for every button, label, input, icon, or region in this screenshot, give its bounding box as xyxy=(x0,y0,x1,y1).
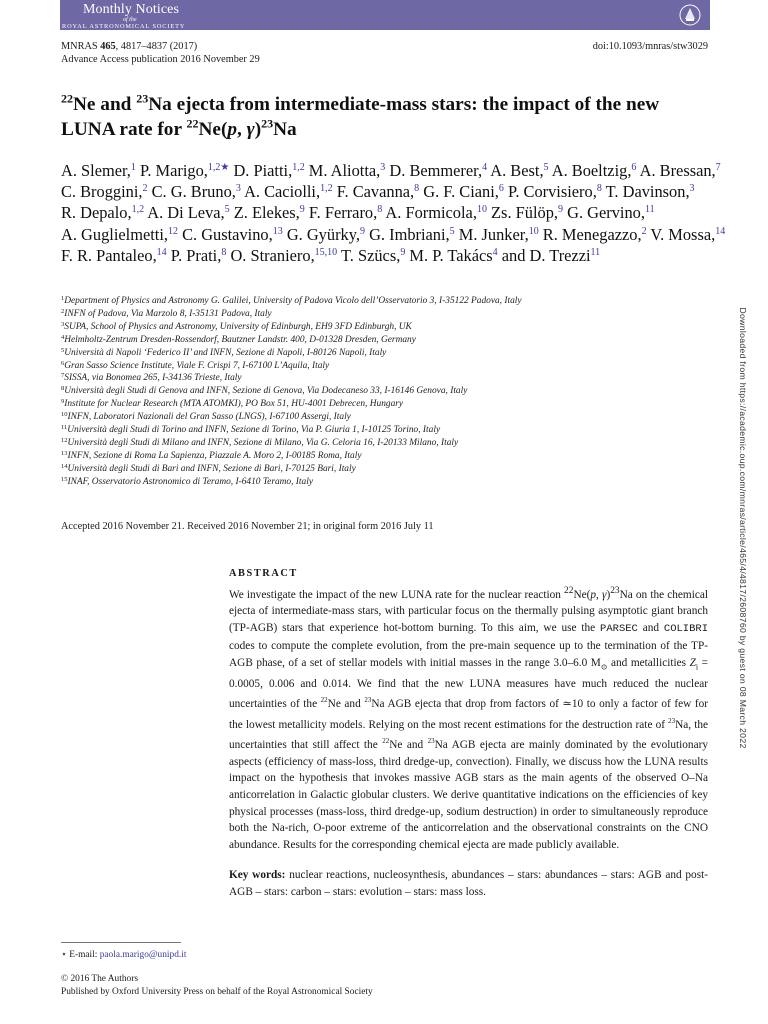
title-italic: γ xyxy=(246,119,255,140)
author-affiliation-link[interactable]: 6 xyxy=(498,183,504,195)
affiliation-text: Università di Napoli ‘Federico II’ and INFN, Sezione di Napoli, I-80126 Napoli, Italy xyxy=(64,347,387,358)
author-text: G. Imbriani, xyxy=(369,224,450,244)
author-affiliation-link[interactable]: 1,2 xyxy=(292,162,305,173)
author-text: C. G. Bruno, xyxy=(151,182,236,202)
title-text: , xyxy=(237,119,247,140)
author-affiliation-link[interactable]: 12 xyxy=(167,225,178,237)
doi-link[interactable]: doi:10.1093/mnras/stw3029 xyxy=(592,41,708,52)
affiliation-item xyxy=(61,476,721,489)
keywords-label: Key words: xyxy=(229,869,286,881)
title-text: ) xyxy=(254,119,262,140)
journal-abbrev: MNRAS xyxy=(61,41,101,52)
affiliation-number: 15 xyxy=(61,475,68,483)
author-affiliation-link[interactable]: 2 xyxy=(641,225,647,237)
journal-masthead xyxy=(60,0,710,30)
author-name xyxy=(508,182,602,201)
publisher-line: Published by Oxford University Press on behalf of the Royal Astronomical Society xyxy=(61,987,373,997)
author-affiliation-link[interactable]: 3 xyxy=(235,183,241,195)
author-name xyxy=(61,225,178,244)
author-text: Zs. Fülöp, xyxy=(491,203,558,223)
author-text: Z. Elekes, xyxy=(233,203,300,223)
title-text: Ne( xyxy=(198,119,228,140)
title-superscript: 22 xyxy=(61,91,73,106)
author-name xyxy=(502,246,600,265)
author-text: A. Formicola, xyxy=(385,203,477,223)
author-text: A. Caciolli, xyxy=(244,182,321,202)
author-text: A. Guglielmetti, xyxy=(61,224,168,244)
affiliation-number: 1 xyxy=(61,295,65,302)
author-name xyxy=(309,203,382,222)
article-title xyxy=(61,92,721,142)
affiliation-number: 8 xyxy=(61,385,65,393)
author-name xyxy=(61,246,167,265)
author-name xyxy=(552,161,637,180)
author-affiliation-link[interactable]: 8 xyxy=(377,204,383,216)
affiliation-text: Università degli Studi di Bari and INFN, Sezione di Bari, I-70125 Bari, Italy xyxy=(67,463,356,474)
title-superscript: 23 xyxy=(261,116,274,131)
author-text: R. Depalo, xyxy=(61,203,132,223)
citation-line xyxy=(61,41,197,53)
author-affiliation-link[interactable]: 2 xyxy=(142,183,148,195)
affiliation-item xyxy=(61,450,721,463)
affiliation-item xyxy=(61,347,721,360)
author-text: G. Gervino, xyxy=(567,203,645,223)
author-text: G. F. Ciani, xyxy=(423,182,499,202)
title-superscript: 23 xyxy=(136,91,149,106)
author-name xyxy=(140,161,229,180)
affiliation-text: INFN of Padova, Via Marzolo 8, I-35131 Padova, Italy xyxy=(64,308,272,319)
affiliation-item xyxy=(61,308,721,321)
author-name xyxy=(152,182,241,201)
keywords xyxy=(229,867,708,900)
author-name xyxy=(423,182,504,201)
keywords-text: nuclear reactions, nucleosynthesis, abundances – stars: abundances – stars: AGB and post-AGB – stars: carbon – stars: evolution – stars: mass loss. xyxy=(229,869,708,898)
author-affiliation-link[interactable]: 9 xyxy=(299,204,305,216)
author-affiliation-link[interactable]: 7 xyxy=(715,162,721,173)
title-text: Na ejecta from intermediate-mass stars: the impact of the new xyxy=(148,94,660,115)
journal-title-of: of the xyxy=(123,17,137,23)
author-affiliation-link[interactable]: 14 xyxy=(715,225,726,237)
author-affiliation-link[interactable]: 15,10 xyxy=(314,246,338,258)
advance-access-date: Advance Access publication 2016 November 29 xyxy=(61,54,260,65)
author-affiliation-link[interactable]: 1 xyxy=(130,162,136,173)
author-text: D. Piatti, xyxy=(233,161,293,180)
author-name xyxy=(234,203,305,222)
author-text: C. Gustavino, xyxy=(182,224,273,244)
author-affiliation-link[interactable]: 6 xyxy=(631,162,637,173)
affiliation-text: Gran Sasso Science Institute, Viale F. Crispi 7, I-67100 L’Aquila, Italy xyxy=(64,360,330,371)
author-name xyxy=(309,161,386,180)
author-text: A. Best, xyxy=(490,161,544,180)
affiliation-text: SISSA, via Bonomea 265, I-34136 Trieste, Italy xyxy=(64,373,242,384)
author-text: T. Szücs, xyxy=(340,245,401,265)
author-name xyxy=(182,225,283,244)
title-italic: p xyxy=(227,119,238,140)
author-affiliation-link[interactable]: 9 xyxy=(400,246,406,258)
volume-number: 465 xyxy=(100,41,116,52)
author-name xyxy=(233,161,304,180)
affiliation-number: 11 xyxy=(61,424,68,432)
author-text: G. Gyürky, xyxy=(286,224,360,244)
author-affiliation-link[interactable]: 8 xyxy=(221,246,227,258)
affiliation-item xyxy=(61,411,721,424)
affiliation-item xyxy=(61,295,721,308)
author-name xyxy=(650,225,725,244)
title-text: LUNA rate for xyxy=(61,119,187,140)
author-affiliation-link[interactable]: 5 xyxy=(543,162,549,173)
email-link[interactable]: paola.marigo@unipd.it xyxy=(99,950,187,960)
author-name xyxy=(171,246,227,265)
affiliation-text: Università degli Studi di Genova and INFN, Sezione di Genova, Via Dodecaneso 33, I-16146 Genova, Italy xyxy=(64,386,468,397)
affiliation-number: 3 xyxy=(61,320,65,328)
journal-society-name: ROYAL ASTRONOMICAL SOCIETY xyxy=(62,23,186,30)
affiliation-text: Helmholtz-Zentrum Dresden-Rossendorf, Bautzner Landstr. 400, D-01328 Dresden, Germany xyxy=(64,334,416,345)
author-text: V. Mossa, xyxy=(650,224,716,244)
copyright-line: © 2016 The Authors xyxy=(61,974,138,984)
footnote-divider xyxy=(61,942,181,943)
author-name xyxy=(61,182,148,201)
affiliation-item xyxy=(61,463,721,476)
author-text: P. Prati, xyxy=(170,245,222,265)
affiliation-number: 2 xyxy=(61,307,65,315)
author-text: F. Ferraro, xyxy=(308,203,378,223)
author-affiliation-link[interactable]: 3 xyxy=(380,162,386,173)
author-affiliation-link[interactable]: 4 xyxy=(492,246,498,258)
author-name xyxy=(61,161,136,180)
affiliation-text: INFN, Laboratori Nazionali del Gran Sasso (LNGS), I-67100 Assergi, Italy xyxy=(67,412,351,423)
author-name xyxy=(385,203,487,222)
corresponding-footnote xyxy=(61,949,186,961)
title-superscript: 22 xyxy=(186,116,199,131)
abstract-heading: ABSTRACT xyxy=(229,568,298,579)
author-affiliation-link[interactable]: 11 xyxy=(590,246,601,258)
author-affiliation-link[interactable]: 9 xyxy=(558,204,563,216)
affiliation-item xyxy=(61,398,721,411)
author-text: F. R. Pantaleo, xyxy=(61,245,157,265)
author-name xyxy=(491,203,563,222)
affiliation-item xyxy=(61,334,721,347)
author-text: R. Menegazzo, xyxy=(542,224,642,244)
author-text: F. Cavanna, xyxy=(336,182,415,202)
author-affiliation-link[interactable]: 5 xyxy=(224,204,230,216)
author-text: A. Bressan, xyxy=(639,161,716,180)
code-name: PARSEC xyxy=(600,623,638,636)
author-affiliation-link[interactable]: 14 xyxy=(156,246,167,258)
author-affiliation-link[interactable]: 1,2★ xyxy=(207,162,230,173)
author-text: M. Junker, xyxy=(458,224,529,244)
author-name xyxy=(567,203,654,222)
email-label: E-mail: xyxy=(66,950,100,960)
affiliation-text: INAF, Osservatorio Astronomico di Teramo, I-6410 Teramo, Italy xyxy=(67,476,313,487)
author-affiliation-link[interactable]: 9 xyxy=(359,225,365,237)
title-text: Na xyxy=(273,119,297,140)
affiliation-number: 14 xyxy=(61,462,68,470)
author-name xyxy=(369,225,455,244)
author-text: C. Broggini, xyxy=(61,182,143,202)
affiliation-item xyxy=(61,424,721,437)
author-affiliation-link[interactable]: 1,2 xyxy=(131,204,145,216)
affiliation-number: 13 xyxy=(61,449,68,457)
journal-title: Monthly Notices xyxy=(83,2,179,17)
affiliation-text: Università degli Studi di Milano and INFN, Sezione di Milano, Via G. Celoria 16, I-20133 Milano, Italy xyxy=(67,437,459,448)
affiliation-item xyxy=(61,372,721,385)
author-affiliation-link[interactable]: 1,2 xyxy=(320,183,333,195)
author-affiliation-link[interactable]: 5 xyxy=(449,225,455,237)
affiliation-item xyxy=(61,321,721,334)
affiliation-item xyxy=(61,360,721,373)
author-text: M. Aliotta, xyxy=(308,161,381,180)
author-affiliation-link[interactable]: 4 xyxy=(482,162,488,173)
author-text: and D. Trezzi xyxy=(501,245,591,265)
author-text: P. Corvisiero, xyxy=(508,182,597,202)
author-name xyxy=(490,161,548,180)
society-crest-icon xyxy=(679,3,701,27)
author-name xyxy=(147,203,229,222)
author-affiliation-link[interactable]: 3 xyxy=(689,183,695,195)
affiliation-text: Università degli Studi di Torino and INFN, Sezione di Torino, Via P. Giuria 1, I-10125 Torino, Italy xyxy=(67,425,441,436)
author-text: T. Davinson, xyxy=(605,182,690,202)
author-name xyxy=(337,182,419,201)
abstract-text: We investigate the impact of the new LUNA rate for the nuclear reaction $^{22}$Ne(p, γ)$^{23}$Na on the chemical ejecta of intermediate-mass stars, with particular focus on the thermally pulsing asymptotic giant branch (TP-AGB) stars that experience hot-bottom burning. To this aim, we use the PARSEC and COLIBRI codes to compute the complete evolution, from the pre-main sequence up to the termination of the TP-AGB phase, of a set of stellar models with initial masses in the range 3.0–6.0 $M_⊙$ and metallicities $Z_i = 0.0005$, 0.006 and 0.014. We find that the new LUNA measures have much reduced the nuclear uncertainties of the $^{22}$Ne and $^{23}$Na AGB ejecta that drop from factors of ≃10 to only a factor of few for the lowest metallicity models. Relying on the most recent estimations for the destruction rate of $^{23}$Na, the uncertainties that still affect the $^{22}$Ne and $^{23}$Na AGB ejecta are mainly dominated by the evolutionary aspects (efficiency of mass-loss, third dredge-up, convection). Finally, we discuss how the LUNA results impact on the hypothesis that invokes massive AGB stars as the main agents of the observed O–Na anticorrelation in Galactic globular clusters. We derive quantitative indications on the efficiencies of key physical processes (mass-loss, third dredge-up, sodium destruction) in order to simultaneously reproduce both the Na-rich, O-poor extreme of the anticorrelation and the observational constraints on the CNO abundance. Results for the corresponding chemical ejecta are made publicly available. xyxy=(229,586,709,852)
author-affiliation-link[interactable]: 13 xyxy=(272,225,283,237)
author-text: A. Boeltzig, xyxy=(551,161,632,180)
author-name xyxy=(543,225,647,244)
author-affiliation-link[interactable]: 8 xyxy=(414,183,420,195)
author-name xyxy=(606,182,695,201)
author-name xyxy=(459,225,539,244)
author-list xyxy=(61,160,726,266)
author-affiliation-link[interactable]: 11 xyxy=(644,204,655,216)
author-name xyxy=(287,225,365,244)
affiliation-number: 4 xyxy=(61,333,65,341)
author-affiliation-link[interactable]: 10 xyxy=(476,204,487,216)
author-name xyxy=(230,246,337,265)
affiliation-text: Department of Physics and Astronomy G. Galilei, University of Padova Vicolo dell’Osservatorio 3, I-35122 Padova, Italy xyxy=(64,296,522,306)
author-name xyxy=(244,182,333,201)
affiliation-number: 5 xyxy=(61,346,65,354)
footnote-marker: ⋆ xyxy=(61,950,67,960)
author-affiliation-link[interactable]: 10 xyxy=(528,225,539,237)
received-dates: Accepted 2016 November 21. Received 2016 November 21; in original form 2016 July 11 xyxy=(61,521,434,532)
affiliation-number: 10 xyxy=(61,411,68,419)
author-text: M. P. Takács xyxy=(409,245,493,265)
author-name xyxy=(640,161,721,180)
affiliation-item xyxy=(61,437,721,450)
affiliation-text: INFN, Sezione di Roma La Sapienza, Piazzale A. Moro 2, I-00185 Roma, Italy xyxy=(67,450,362,461)
author-name xyxy=(389,161,487,180)
affiliation-list xyxy=(61,295,721,489)
author-name xyxy=(409,246,497,265)
affiliation-item xyxy=(61,385,721,398)
affiliation-number: 7 xyxy=(61,372,65,380)
author-text: A. Di Leva, xyxy=(147,203,225,223)
author-text: P. Marigo, xyxy=(140,161,208,180)
download-watermark-text: Downloaded from https://academic.oup.com/mnras/article/465/4/4817/2608760 by guest on 08 March 2022 xyxy=(738,307,748,749)
affiliation-number: 12 xyxy=(61,436,68,444)
affiliation-text: SUPA, School of Physics and Astronomy, University of Edinburgh, EH9 3FD Edinburgh, UK xyxy=(64,321,412,332)
code-name: COLIBRI xyxy=(663,623,708,636)
page-range: , 4817–4837 (2017) xyxy=(115,41,198,52)
author-name xyxy=(341,246,405,265)
author-affiliation-link[interactable]: 8 xyxy=(596,183,602,195)
author-text: O. Straniero, xyxy=(230,245,315,265)
author-text: D. Bemmerer, xyxy=(389,161,483,180)
affiliation-number: 6 xyxy=(61,359,65,367)
author-name xyxy=(61,203,144,222)
affiliation-text: Institute for Nuclear Research (MTA ATOMKI), PO Box 51, HU-4001 Debrecen, Hungary xyxy=(64,399,404,410)
affiliation-number: 9 xyxy=(61,398,65,406)
title-text: Ne and xyxy=(73,94,137,115)
author-text: A. Slemer, xyxy=(61,161,131,180)
